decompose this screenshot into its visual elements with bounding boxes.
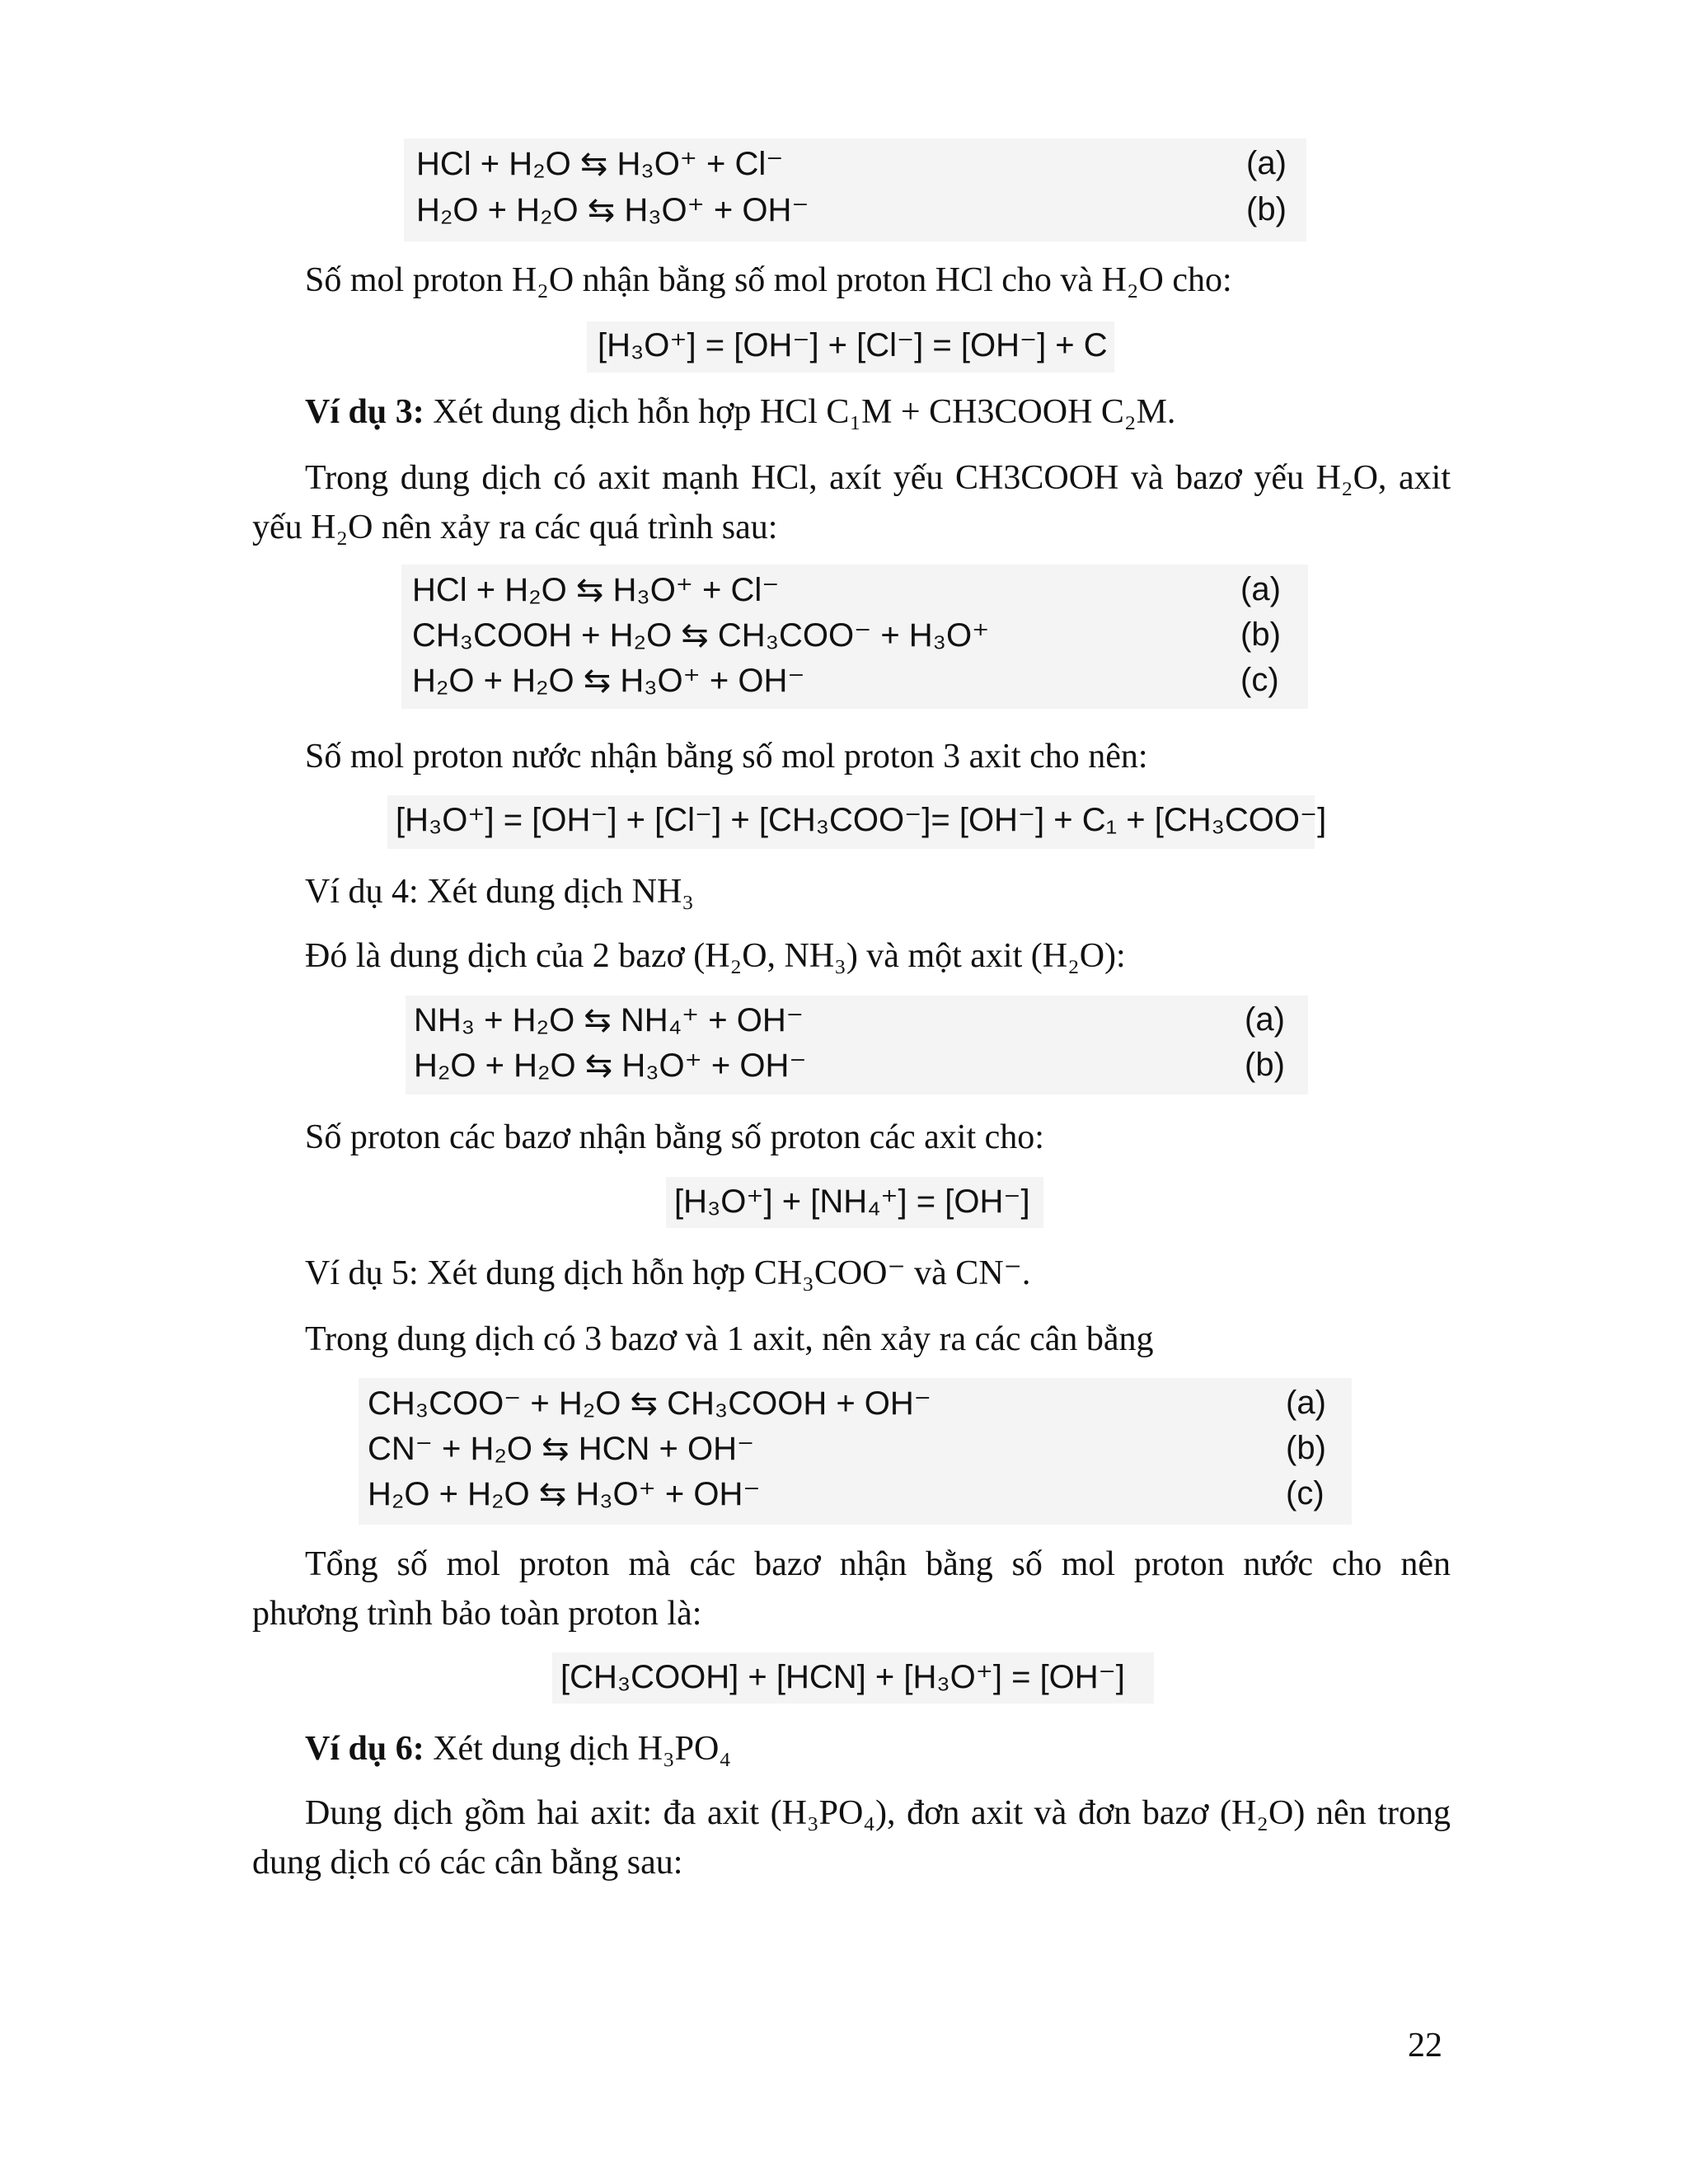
paragraph: Số proton các bazơ nhận bằng số proton các axit cho: (305, 1118, 1044, 1156)
equation-label: (a) (1245, 1001, 1285, 1038)
equation-label: (a) (1246, 145, 1287, 181)
example-title: Xét dung dịch H₃PO₄ (424, 1730, 731, 1768)
paragraph: Trong dung dịch có axit mạnh HCl, axít yếu CH3COOH và bazơ yếu H₂O, axit (305, 459, 1451, 497)
equation-a: HCl + H₂O ⇆ H₃O⁺ + Cl⁻ (412, 572, 780, 608)
equation-c: H₂O + H₂O ⇆ H₃O⁺ + OH⁻ (412, 663, 805, 699)
paragraph-continuation: phương trình bảo toàn proton là: (252, 1595, 702, 1633)
equation-b: CN⁻ + H₂O ⇆ HCN + OH⁻ (368, 1431, 755, 1467)
equation-label: (b) (1246, 191, 1287, 227)
proton-balance-equation: [CH₃COOH] + [HCN] + [H₃O⁺] = [OH⁻] (560, 1659, 1125, 1695)
paragraph: Trong dung dịch có 3 bazơ và 1 axit, nên xảy ra các cân bằng (305, 1320, 1154, 1358)
example-title: Xét dung dịch hỗn hợp HCl C₁M + CH3COOH C₂M. (424, 393, 1176, 431)
paragraph-continuation: yếu H₂O nên xảy ra các quá trình sau: (252, 509, 778, 546)
page-number: 22 (1408, 2027, 1442, 2064)
equation-label: (b) (1286, 1430, 1326, 1466)
example-heading (305, 387, 1175, 437)
equation-label: (b) (1245, 1047, 1285, 1083)
paragraph: Số mol proton H₂O nhận bằng số mol proton HCl cho và H₂O cho: (305, 261, 1232, 299)
example-heading (305, 1724, 731, 1774)
equation-label: (c) (1286, 1475, 1325, 1511)
proton-balance-equation: [H₃O⁺] + [NH₄⁺] = [OH⁻] (674, 1183, 1030, 1220)
paragraph: Đó là dung dịch của 2 bazơ (H₂O, NH₃) và một axit (H₂O): (305, 937, 1126, 975)
paragraph: Số mol proton nước nhận bằng số mol proton 3 axit cho nên: (305, 738, 1148, 776)
example-heading: Ví dụ 5: Xét dung dịch hỗn hợp CH₃COO⁻ và CN⁻. (305, 1254, 1031, 1292)
paragraph: Tổng số mol proton mà các bazơ nhận bằng số mol proton nước cho nên (305, 1545, 1451, 1583)
example-label: Ví dụ 3: (305, 393, 424, 431)
equation-label: (a) (1286, 1385, 1326, 1421)
equation-label: (c) (1240, 662, 1279, 698)
equation-b: H₂O + H₂O ⇆ H₃O⁺ + OH⁻ (414, 1047, 807, 1084)
equation-a: CH₃COO⁻ + H₂O ⇆ CH₃COOH + OH⁻ (368, 1385, 931, 1422)
proton-balance-equation: [H₃O⁺] = [OH⁻] + [Cl⁻] = [OH⁻] + C (598, 327, 1108, 363)
paragraph-continuation: dung dịch có các cân bằng sau: (252, 1844, 683, 1882)
example-label: Ví dụ 6: (305, 1730, 424, 1768)
equation-label: (a) (1240, 571, 1281, 607)
equation-b: CH₃COOH + H₂O ⇆ CH₃COO⁻ + H₃O⁺ (412, 617, 990, 654)
example-heading: Ví dụ 4: Xét dung dịch NH₃ (305, 873, 694, 911)
proton-balance-equation: [H₃O⁺] = [OH⁻] + [Cl⁻] + [CH₃COO⁻]= [OH⁻] + C₁ + [CH₃COO⁻] (396, 802, 1327, 838)
equation-c: H₂O + H₂O ⇆ H₃O⁺ + OH⁻ (368, 1476, 761, 1512)
equation-a: NH₃ + H₂O ⇆ NH₄⁺ + OH⁻ (414, 1002, 804, 1038)
equation-b: H₂O + H₂O ⇆ H₃O⁺ + OH⁻ (416, 192, 809, 228)
equation-a: HCl + H₂O ⇆ H₃O⁺ + Cl⁻ (416, 146, 784, 182)
paragraph: Dung dịch gồm hai axit: đa axit (H₃PO₄), đơn axit và đơn bazơ (H₂O) nên trong (305, 1794, 1451, 1832)
equation-label: (b) (1240, 616, 1281, 653)
